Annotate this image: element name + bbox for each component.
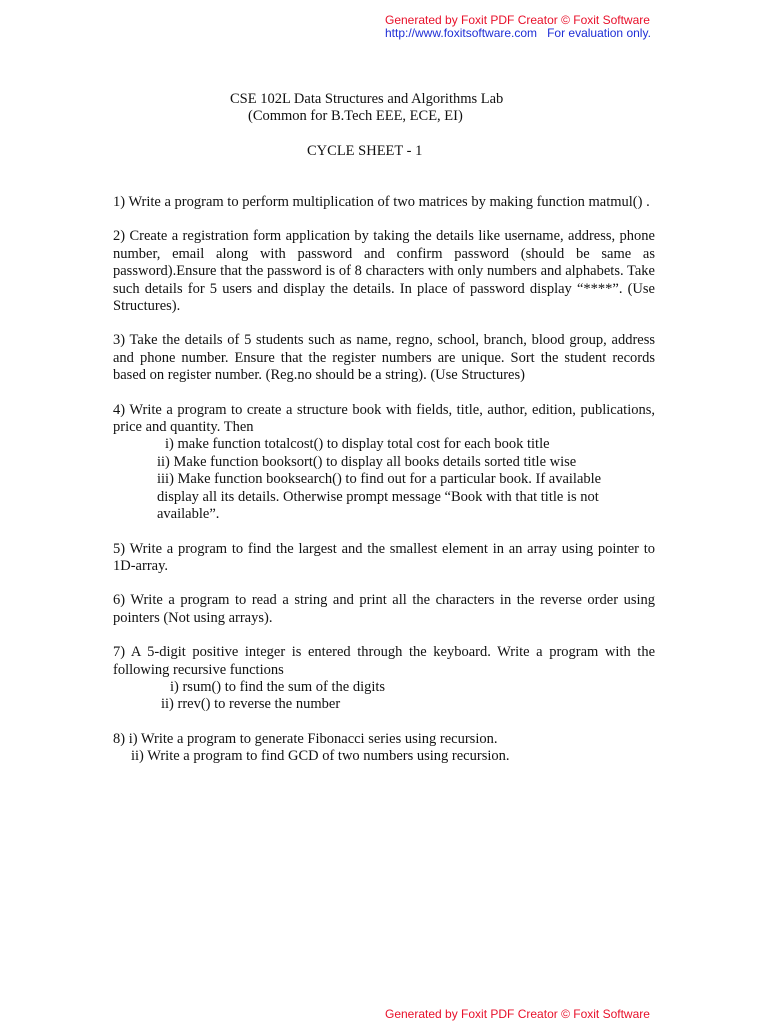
- question-8-item-1: 8) i) Write a program to generate Fibonacci series using recursion.: [113, 730, 498, 747]
- question-7: [113, 644, 655, 714]
- watermark-bottom: [385, 1008, 650, 1021]
- question-4-item-2: ii) Make function booksort() to display all books details sorted title wise: [157, 453, 577, 470]
- question-1: [113, 194, 655, 211]
- watermark-creator-text-bottom: Generated by Foxit PDF Creator © Foxit Software: [385, 1007, 650, 1021]
- question-8: [113, 731, 655, 766]
- watermark-eval-text: For evaluation only.: [547, 26, 651, 40]
- watermark-top: [385, 14, 651, 40]
- question-6: [113, 592, 655, 627]
- watermark-url-line: [385, 27, 651, 40]
- question-3: [113, 332, 655, 384]
- question-7-item-1: i) rsum() to find the sum of the digits: [170, 678, 386, 695]
- question-5-text: 5) Write a program to find the largest and the smallest element in an array using pointer to 1D-array.: [113, 540, 655, 574]
- question-2: [113, 228, 655, 315]
- question-3-text: 3) Take the details of 5 students such as name, regno, school, branch, blood group, address and phone number. Ensure that the register numbers are unique. Sort the student records based on register number. (Reg.no should be a string). (Use Structures): [113, 332, 655, 384]
- watermark-creator-text: Generated by Foxit PDF Creator © Foxit Software: [385, 13, 650, 27]
- cycle-sheet-heading: CYCLE SHEET - 1: [307, 143, 423, 159]
- question-4-item-3: iii) Make function booksearch() to find out for a particular book. If available display all its details. Otherwise prompt message “Book with that title is not available”.: [157, 471, 602, 523]
- question-7-lead: 7) A 5-digit positive integer is entered through the keyboard. Write a program with the following recursive functions: [113, 644, 655, 678]
- question-1-text: 1) Write a program to perform multiplication of two matrices by making function matmul() .: [113, 194, 650, 210]
- question-4-lead: 4) Write a program to create a structure book with fields, title, author, edition, publications, price and quantity. Then: [113, 401, 655, 436]
- question-6-text: 6) Write a program to read a string and print all the characters in the reverse order using pointers (Not using arrays).: [113, 592, 655, 626]
- question-list: [113, 194, 655, 783]
- document-title: CSE 102L Data Structures and Algorithms Lab: [230, 91, 504, 107]
- question-8-item-2: ii) Write a program to find GCD of two numbers using recursion.: [131, 748, 510, 765]
- question-5: [113, 541, 655, 576]
- question-4-item-1: i) make function totalcost() to display total cost for each book title: [165, 436, 550, 453]
- question-2-text: 2) Create a registration form application by taking the details like username, address, phone number, email along with password and confirm password (should be same as password).Ensure that the password is of 8 characters with only numbers and alphabets. Take such details for 5 users and display the details. In place of password display “****”. (Use Structures).: [113, 228, 655, 315]
- question-7-item-2: ii) rrev() to reverse the number: [161, 696, 341, 713]
- document-subtitle: (Common for B.Tech EEE, ECE, EI): [248, 108, 463, 124]
- watermark-url-link[interactable]: http://www.foxitsoftware.com: [385, 26, 538, 40]
- question-4: [113, 402, 655, 524]
